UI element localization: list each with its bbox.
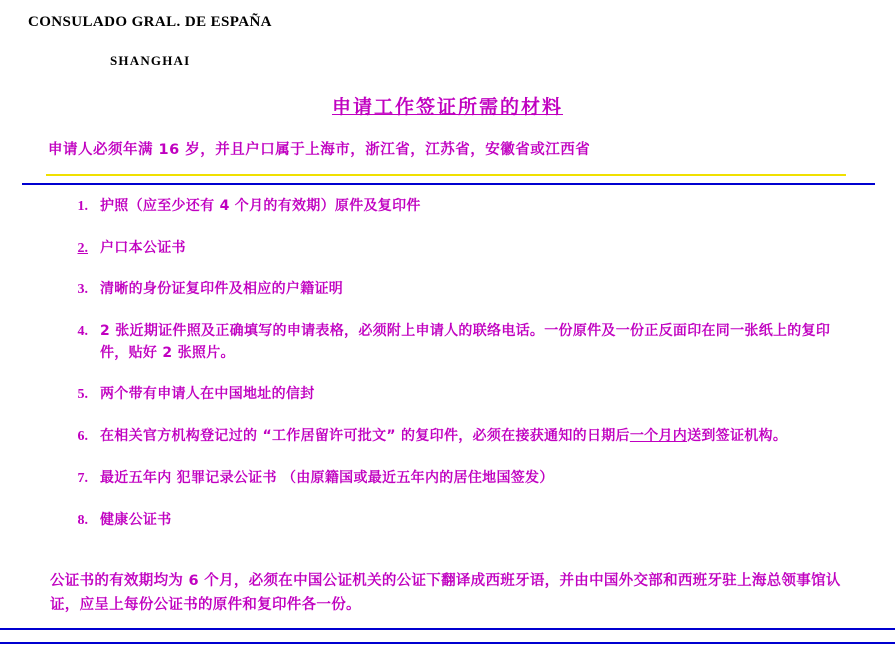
- list-item-number: 8.: [77, 512, 88, 528]
- list-item: [58, 321, 858, 364]
- consulate-name: CONSULADO GRAL. DE ESPAÑA: [28, 14, 272, 30]
- list-item-text: 健康公证书: [100, 511, 172, 528]
- divider-blue-bottom: [0, 628, 895, 630]
- divider-blue-top: [22, 183, 875, 185]
- divider-blue-bottom-secondary: [0, 642, 895, 644]
- eligibility-subtitle: 申请人必须年满 16 岁，并且户口属于上海市，浙江省，江苏省，安徽省或江西省: [48, 142, 591, 158]
- list-item-number: 2.: [77, 240, 88, 256]
- list-item-number: 5.: [77, 387, 88, 403]
- requirements-list: [58, 196, 858, 551]
- list-item-number: 1.: [77, 199, 88, 214]
- list-item: [58, 238, 858, 260]
- list-item: [58, 196, 858, 218]
- list-item-text: 户口本公证书: [100, 239, 186, 256]
- list-item: [58, 468, 858, 490]
- list-item: [58, 384, 858, 406]
- list-item-number: 6.: [77, 429, 88, 445]
- emphasis-underline: 一个月内: [629, 428, 688, 445]
- list-item: [58, 510, 858, 532]
- consulate-city: SHANGHAI: [110, 53, 191, 68]
- footer-note: 公证书的有效期均为 6 个月，必须在中国公证机关的公证下翻译成西班牙语，并由中国外交部和西班牙驻上海总领事馆认证，应呈上每份公证书的原件和复印件各一份。: [50, 573, 841, 613]
- list-item-text: 两个带有申请人在中国地址的信封: [100, 386, 315, 403]
- page-title: 申请工作签证所需的材料: [331, 96, 563, 118]
- divider-yellow: [46, 174, 846, 176]
- list-item: [58, 426, 858, 448]
- list-item-text: 在相关官方机构登记过的 “工作居留许可批文” 的复印件，必须在接获通知的日期后一个月内送到签证机构。: [100, 428, 788, 445]
- list-item-text: 2 张近期证件照及正确填写的申请表格，必须附上申请人的联络电话。一份原件及一份正反面印在同一张纸上的复印件，贴好 2 张照片。: [100, 323, 831, 361]
- list-item-text: 护照（应至少还有 4 个月的有效期）原件及复印件: [100, 198, 421, 214]
- list-item: [58, 279, 858, 301]
- list-item-number: 7.: [77, 470, 88, 486]
- list-item-number: 4.: [77, 324, 88, 340]
- list-item-text: 最近五年内 犯罪记录公证书 （由原籍国或最近五年内的居住地国签发）: [100, 469, 554, 486]
- list-item-text: 清晰的身份证复印件及相应的户籍证明: [100, 281, 344, 298]
- list-item-number: 3.: [77, 282, 88, 298]
